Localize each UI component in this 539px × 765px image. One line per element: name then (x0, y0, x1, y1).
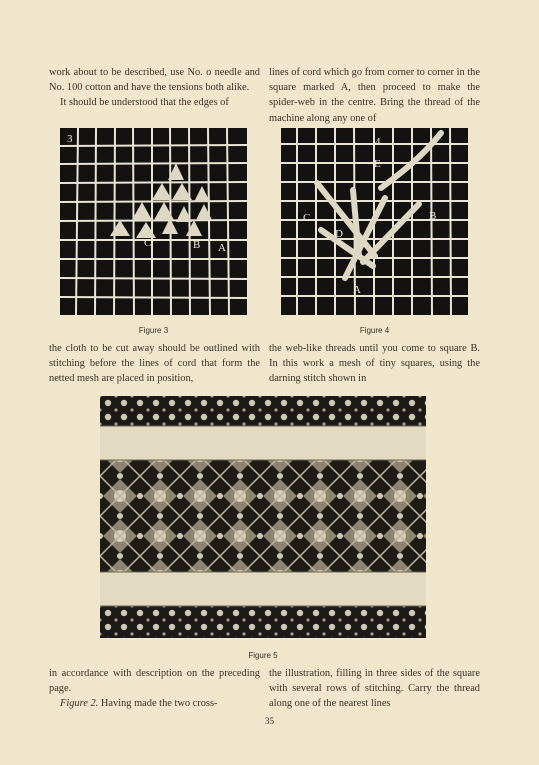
paragraph: work about to be described, use No. o needle and No. 100 cotton and have the tensions both alike. (49, 67, 260, 94)
figure-4-image (281, 128, 468, 315)
square-label-a: A (218, 242, 226, 254)
paragraph: It should be understood that the edges of (60, 97, 229, 109)
figure-3-image (60, 128, 247, 315)
square-label-b: B (429, 210, 437, 222)
mesh-grid (60, 128, 247, 315)
lace-band-illustration (100, 396, 426, 638)
square-label-c: C (144, 237, 152, 249)
figure-5-caption: Figure 5 (248, 651, 278, 660)
figure-4-caption: Figure 4 (359, 326, 390, 335)
paragraph: in accordance with description on the preceding page. (49, 668, 260, 695)
figure-number: 3 (67, 133, 73, 145)
paragraph-text: Having made the two cross- (98, 698, 218, 710)
paragraph: the illustration, filling in three sides of the square with several rows of stitching. Carry the thread along one of the nearest lines (269, 668, 480, 710)
top-left-column (49, 65, 260, 111)
square-label-c: C (303, 212, 311, 224)
paragraph: lines of cord which go from corner to corner in the square marked A, then proceed to make the spider-web in the centre. Bring the thread of the machine along any one of (269, 67, 480, 124)
figure-reference: Figure 2. (60, 698, 99, 710)
top-right-column (269, 65, 480, 126)
page-number: 35 (265, 716, 274, 726)
square-label-d: D (335, 228, 343, 240)
figure-3-caption: Figure 3 (138, 326, 169, 335)
paragraph: the web-like threads until you come to square B. In this work a mesh of tiny squares, using the darning stitch shown in (269, 343, 480, 385)
bottom-right-column (269, 666, 480, 712)
square-label-b: B (193, 239, 201, 251)
bottom-left-column (49, 666, 260, 712)
middle-left-column (49, 341, 260, 387)
middle-right-column (269, 341, 480, 387)
square-label-e: E (374, 158, 381, 170)
paragraph: the cloth to be cut away should be outlined with stitching before the lines of cord that form the netted mesh are placed in position, (49, 343, 260, 385)
square-label-a: A (353, 284, 361, 296)
figure-number: 4 (375, 136, 381, 148)
figure-5-image (100, 396, 426, 638)
paragraph (49, 696, 260, 711)
